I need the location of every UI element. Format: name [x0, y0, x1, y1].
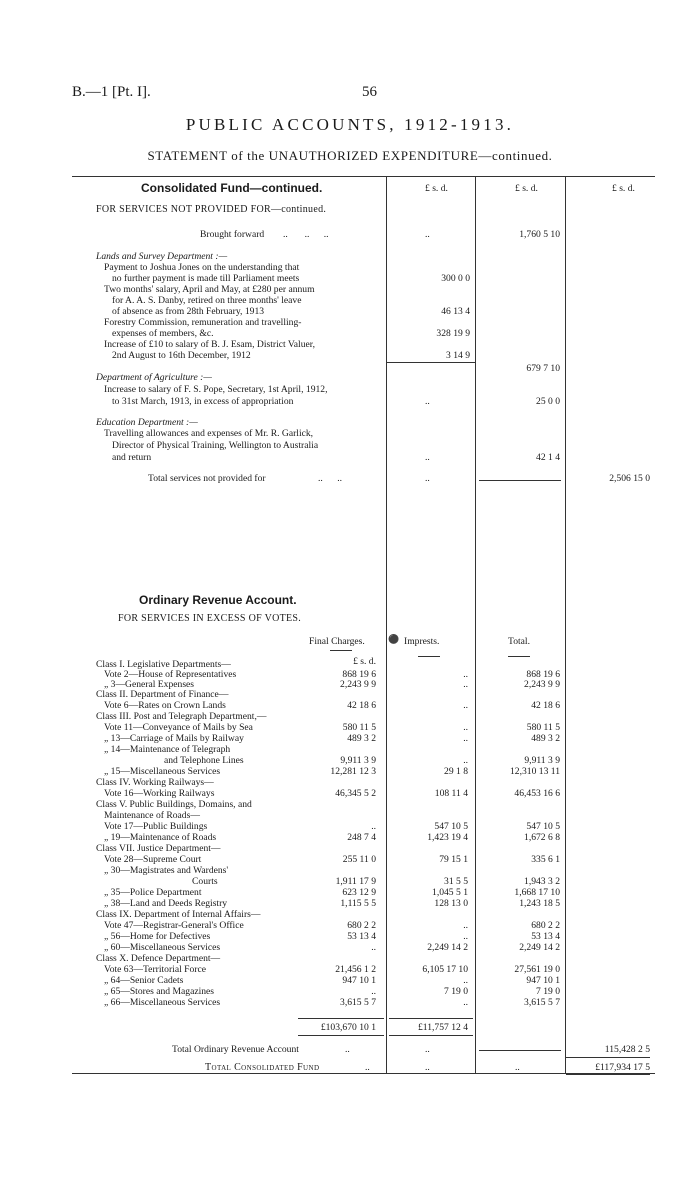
column-header-1: £ s. d.	[425, 183, 448, 194]
column-header-3: £ s. d.	[612, 183, 635, 194]
row-total: 947 10 1	[526, 975, 560, 986]
row-total: 580 11 5	[526, 722, 560, 733]
row-label: Class VII. Justice Department—	[96, 843, 221, 854]
row-imprests: 7 19 0	[444, 986, 468, 997]
row-final-charges: 623 12 9	[342, 887, 376, 898]
row-total: 2,249 14 2	[519, 942, 560, 953]
row-imprests: 128 13 0	[434, 898, 468, 909]
final-charges-sum: £103,670 10 1	[320, 1022, 376, 1033]
row-label: Vote 2—House of Representatives	[104, 669, 237, 680]
sum-rule	[389, 1035, 473, 1036]
services-in-excess-heading: FOR SERVICES IN EXCESS OF VOTES.	[118, 613, 302, 624]
row-imprests: ..	[463, 931, 468, 942]
row-total: 1,943 3 2	[524, 876, 560, 887]
leader-dots: ..	[425, 473, 430, 484]
consolidated-fund-heading: Consolidated Fund—continued.	[141, 181, 323, 195]
row-imprests: ..	[463, 755, 468, 766]
row-label: „ 13—Carriage of Mails by Railway	[104, 733, 244, 744]
row-final-charges: 255 11 0	[342, 854, 376, 865]
subtotal-rule	[387, 362, 475, 363]
row-final-charges: 248 7 4	[347, 832, 376, 843]
row-total: 2,243 9 9	[524, 679, 560, 690]
table-top-rule	[72, 176, 655, 177]
lands-item-line: Two months' salary, April and May, at £280 per annum	[104, 284, 315, 295]
row-total: 1,668 17 10	[514, 887, 560, 898]
row-label: Class I. Legislative Departments—	[96, 659, 231, 670]
row-total: 12,310 13 11	[509, 766, 560, 777]
row-final-charges: 42 18 6	[347, 700, 376, 711]
education-department-heading: Education Department :—	[96, 417, 198, 428]
double-rule	[566, 1073, 650, 1075]
leader-dots: ..	[365, 1062, 370, 1073]
row-label: „ 30—Magistrates and Wardens'	[104, 865, 229, 876]
row-label: „ 65—Stores and Magazines	[104, 986, 215, 997]
document-reference: B.—1 [Pt. I].	[72, 84, 151, 100]
row-imprests: 547 10 5	[434, 821, 468, 832]
header-rule	[330, 650, 352, 651]
row-total: 9,911 3 9	[524, 755, 560, 766]
lands-item-line: expenses of members, &c.	[112, 328, 214, 339]
lands-department-heading: Lands and Survey Department :—	[96, 251, 228, 262]
row-label: Maintenance of Roads—	[104, 810, 200, 821]
row-imprests: 108 11 4	[434, 788, 468, 799]
education-department-total: 42 1 4	[536, 452, 560, 463]
row-total: 27,561 19 0	[514, 964, 560, 975]
row-label: Vote 11—Conveyance of Mails by Sea	[104, 722, 253, 733]
row-final-charges: 2,243 9 9	[340, 679, 376, 690]
page-title: PUBLIC ACCOUNTS, 1912-1913.	[185, 115, 515, 134]
row-total: 335 6 1	[531, 854, 560, 865]
leader-dots: ..	[425, 452, 430, 463]
sum-rule	[389, 1018, 473, 1019]
row-label: „ 15—Miscellaneous Services	[104, 766, 221, 777]
row-imprests: ..	[463, 975, 468, 986]
row-final-charges: ..	[371, 986, 376, 997]
brought-forward-label: Brought forward	[200, 229, 265, 240]
row-label: Courts	[192, 876, 218, 887]
row-imprests: ..	[463, 997, 468, 1008]
header-rule	[418, 656, 440, 657]
row-total: 42 18 6	[531, 700, 560, 711]
row-final-charges: 1,911 17 9	[335, 876, 376, 887]
row-imprests: ..	[463, 733, 468, 744]
final-charges-header: Final Charges.	[309, 636, 365, 647]
lands-item-amount: 3 14 9	[446, 350, 470, 361]
lands-item-amount: 46 13 4	[441, 306, 470, 317]
row-label: „ 56—Home for Defectives	[104, 931, 211, 942]
row-total: 680 2 2	[531, 920, 560, 931]
row-total: 547 10 5	[526, 821, 560, 832]
leader-dots: ..	[425, 1044, 430, 1055]
row-label: Vote 28—Supreme Court	[104, 854, 202, 865]
row-final-charges: 868 19 6	[342, 669, 376, 680]
row-final-charges: 1,115 5 5	[340, 898, 376, 909]
row-imprests: ..	[463, 722, 468, 733]
leader-dots: .. .. ..	[283, 229, 329, 240]
statement-subtitle: STATEMENT of the UNAUTHORIZED EXPENDITURE—continued.	[147, 148, 553, 163]
row-imprests: ..	[463, 920, 468, 931]
row-label: Vote 63—Territorial Force	[104, 964, 206, 975]
sum-rule	[566, 1057, 650, 1058]
services-not-provided-heading: FOR SERVICES NOT PROVIDED FOR—continued.	[96, 204, 327, 215]
dash-rule	[479, 480, 561, 481]
education-item-line: and return	[112, 452, 152, 463]
sum-rule	[298, 1018, 384, 1019]
lands-item-amount: 328 19 9	[436, 328, 470, 339]
education-item-line: Travelling allowances and expenses of Mr. R. Garlick,	[104, 428, 314, 439]
row-total: 1,672 6 8	[524, 832, 560, 843]
row-label: „ 35—Police Department	[104, 887, 202, 898]
row-label: „ 19—Maintenance of Roads	[104, 832, 217, 843]
row-label: Class IV. Working Railways—	[96, 777, 214, 788]
row-label: Vote 16—Working Railways	[104, 788, 215, 799]
row-final-charges: 9,911 3 9	[340, 755, 376, 766]
row-label: Class X. Defence Department—	[96, 953, 221, 964]
row-final-charges: 947 10 1	[342, 975, 376, 986]
row-total: 53 13 4	[531, 931, 560, 942]
leader-dots: ..	[515, 1062, 520, 1073]
total-services-amount: 2,506 15 0	[609, 473, 650, 484]
row-final-charges: 580 11 5	[342, 722, 376, 733]
leader-dots: ..	[345, 1044, 350, 1055]
row-label: Class V. Public Buildings, Domains, and	[96, 799, 252, 810]
imprests-header: Imprests.	[404, 636, 440, 647]
row-final-charges: 680 2 2	[347, 920, 376, 931]
ordinary-revenue-heading: Ordinary Revenue Account.	[139, 593, 297, 607]
lands-item-amount: 300 0 0	[441, 273, 470, 284]
row-label: „ 66—Miscellaneous Services	[104, 997, 221, 1008]
total-consolidated-label: Total Consolidated Fund	[205, 1062, 320, 1073]
row-total: 489 3 2	[531, 733, 560, 744]
row-label: „ 3—General Expenses	[104, 679, 195, 690]
lands-item-line: for A. A. S. Danby, retired on three months' leave	[112, 295, 302, 306]
row-label: „ 64—Senior Cadets	[104, 975, 184, 986]
leader-dots: ..	[425, 229, 430, 240]
lands-item-line: Forestry Commission, remuneration and travelling-	[104, 317, 302, 328]
row-total: 3,615 5 7	[524, 997, 560, 1008]
row-label: Class II. Department of Finance—	[96, 689, 229, 700]
lands-department-total: 679 7 10	[526, 363, 560, 374]
total-services-label: Total services not provided for	[148, 473, 266, 484]
sum-rule	[298, 1035, 384, 1036]
total-ordinary-label: Total Ordinary Revenue Account	[172, 1044, 299, 1055]
leader-dots: .. ..	[318, 473, 342, 484]
column-divider-3	[565, 176, 566, 1073]
dash-rule	[479, 1050, 561, 1051]
row-label: Vote 6—Rates on Crown Lands	[104, 700, 226, 711]
row-label: „ 60—Miscellaneous Services	[104, 942, 221, 953]
row-final-charges: 12,281 12 3	[330, 766, 376, 777]
row-final-charges: 46,345 5 2	[335, 788, 376, 799]
row-imprests: 2,249 14 2	[427, 942, 468, 953]
total-header: Total.	[508, 636, 530, 647]
row-final-charges: ..	[371, 821, 376, 832]
lands-item-line: 2nd August to 16th December, 1912	[112, 350, 251, 361]
leader-dots: ..	[425, 396, 430, 407]
page-number: 56	[362, 84, 377, 100]
row-label: Class IX. Department of Internal Affairs—	[96, 909, 261, 920]
row-total: 1,243 18 5	[519, 898, 560, 909]
row-imprests: 31 5 5	[444, 876, 468, 887]
total-ordinary-amount: 115,428 2 5	[604, 1044, 650, 1055]
row-label: Vote 17—Public Buildings	[104, 821, 208, 832]
row-imprests: 29 1 8	[444, 766, 468, 777]
row-imprests: 79 15 1	[439, 854, 468, 865]
lands-item-line: Increase of £10 to salary of B. J. Esam, District Valuer,	[104, 339, 315, 350]
header-rule	[508, 656, 530, 657]
row-imprests: 1,423 19 4	[427, 832, 468, 843]
pointer-mark: ⚫	[388, 634, 400, 644]
column-divider-1	[386, 176, 387, 1073]
row-total: 868 19 6	[526, 669, 560, 680]
row-final-charges: ..	[371, 942, 376, 953]
lands-item-line: of absence as from 28th February, 1913	[112, 306, 265, 317]
row-final-charges: 489 3 2	[347, 733, 376, 744]
column-header-2: £ s. d.	[515, 183, 538, 194]
row-final-charges: 53 13 4	[347, 931, 376, 942]
agriculture-item-line: to 31st March, 1913, in excess of appropriation	[112, 396, 294, 407]
row-imprests: 6,105 17 10	[422, 964, 468, 975]
imprests-sum: £11,757 12 4	[417, 1022, 468, 1033]
final-charges-unit: £ s. d.	[353, 656, 376, 667]
row-imprests: 1,045 5 1	[432, 887, 468, 898]
row-label: „ 14—Maintenance of Telegraph	[104, 744, 231, 755]
lands-item-line: no further payment is made till Parliament meets	[112, 273, 300, 284]
row-final-charges: 21,456 1 2	[335, 964, 376, 975]
row-final-charges: 3,615 5 7	[340, 997, 376, 1008]
row-label: „ 38—Land and Deeds Registry	[104, 898, 228, 909]
column-divider-2	[475, 176, 476, 1073]
row-label: Vote 47—Registrar-General's Office	[104, 920, 244, 931]
row-label: and Telephone Lines	[164, 755, 244, 766]
lands-item-line: Payment to Joshua Jones on the understanding that	[104, 262, 300, 273]
agriculture-department-total: 25 0 0	[536, 396, 560, 407]
row-label: Class III. Post and Telegraph Department,—	[96, 711, 267, 722]
brought-forward-amount: 1,760 5 10	[519, 229, 560, 240]
row-imprests: ..	[463, 679, 468, 690]
leader-dots: ..	[425, 1062, 430, 1073]
education-item-line: Director of Physical Training, Wellington to Australia	[112, 440, 319, 451]
total-consolidated-amount: £117,934 17 5	[595, 1062, 650, 1073]
row-imprests: ..	[463, 700, 468, 711]
agriculture-item-line: Increase to salary of F. S. Pope, Secretary, 1st April, 1912,	[104, 384, 328, 395]
row-imprests: ..	[463, 669, 468, 680]
row-total: 7 19 0	[536, 986, 560, 997]
agriculture-department-heading: Department of Agriculture :—	[96, 372, 212, 383]
row-total: 46,453 16 6	[514, 788, 560, 799]
